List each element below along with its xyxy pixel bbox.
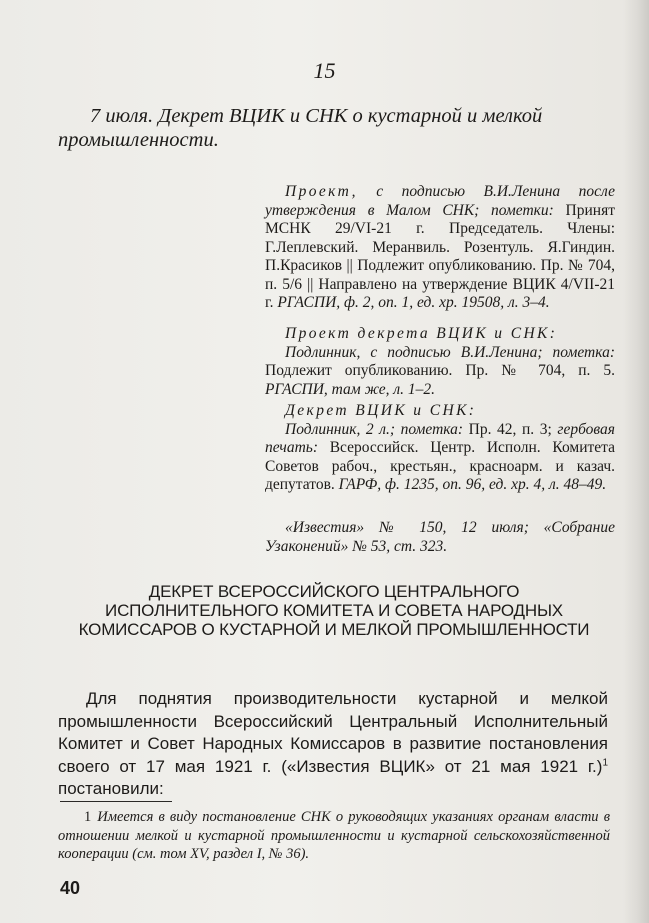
- footnote: [58, 808, 610, 864]
- page-edge-shadow: [623, 0, 649, 923]
- document-title: 7 июля. Декрет ВЦИК и СНК о кустарной и мелкой промышленности.: [58, 105, 543, 151]
- archive-heading: Проект,: [285, 183, 358, 200]
- archive-note-draft-decree: [265, 325, 615, 399]
- archive-reference: РГАСПИ, ф. 2, оп. 1, ед. хр. 19508, л. 3–4.: [273, 294, 550, 311]
- archive-reference: РГАСПИ, там же, л. 1–2.: [265, 380, 436, 398]
- page-number: 40: [60, 878, 81, 898]
- footnote-reference: 1: [602, 756, 608, 768]
- footnote-text: Имеется в виду постановление СНК о руководящих указаниях органам власти в отношении мелкой и кустарной промышленности и кустарной сельскохозяйственной кооперации (см. том XV, раздел I, № 36).: [58, 809, 610, 862]
- archive-text-seal: Всероссийск. Центр. Исполн. Комитета Советов рабоч., крестьян., красноарм. и казач. депутатов.: [265, 439, 615, 493]
- publication-text: «Известия» № 150, 12 июля; «Собрание Узаконений» № 53, ст. 323.: [265, 519, 615, 555]
- archive-description: Подлинник, с подписью В.И.Ленина; пометка:: [285, 343, 615, 361]
- archive-description-seal: гербовая печать:: [265, 420, 615, 456]
- archive-description: с подписью В.И.Ленина после утверждения в Малом СНК; пометки:: [265, 183, 615, 219]
- archive-description: Подлинник, 2 л.; пометка:: [285, 420, 464, 438]
- archive-reference: ГАРФ, ф. 1235, оп. 96, ед. хр. 4, л. 48–49.: [334, 476, 607, 493]
- archive-text: Подлежит опубликованию. Пр. № 704, п. 5.: [265, 362, 615, 379]
- archive-heading: Проект декрета ВЦИК и СНК:: [285, 325, 558, 342]
- decree-body-text-end: постановили:: [58, 779, 164, 798]
- archive-note-draft: [265, 183, 615, 313]
- decree-body-text: Для поднятия производительности кустарной и мелкой промышленности Всероссийский Центральный Исполнительный Комитет и Совет Народных Комиссаров в развитие постановления своего от 17 мая 1921 г. («Известия ВЦИК» от 21 мая 1921 г.): [58, 689, 608, 776]
- footnote-mark: 1: [84, 809, 92, 825]
- archive-text: Принят МСНК 29/VI-21 г. Председатель. Члены: Г.Леплевский. Меранвиль. Розентуль. Я.Гиндин. П.Красиков || Подлежит опубликованию. Пр. № 704, п. 5/6 || Направлено на утверждение ВЦИК 4/VII-21 г.: [265, 201, 615, 311]
- archive-publication: [265, 519, 615, 556]
- archive-note-decree: [265, 402, 615, 495]
- footnote-divider: [60, 801, 172, 802]
- decree-body: [58, 688, 608, 801]
- document-number: 15: [313, 58, 336, 83]
- archive-heading: Декрет ВЦИК и СНК:: [285, 402, 477, 419]
- decree-title: ДЕКРЕТ ВСЕРОССИЙСКОГО ЦЕНТРАЛЬНОГО ИСПОЛНИТЕЛЬНОГО КОМИТЕТА И СОВЕТА НАРОДНЫХ КОМИССАРОВ О КУСТАРНОЙ И МЕЛКОЙ ПРОМЫШЛЕННОСТИ: [78, 582, 590, 639]
- archive-text: Пр. 42, п. 3;: [463, 420, 552, 438]
